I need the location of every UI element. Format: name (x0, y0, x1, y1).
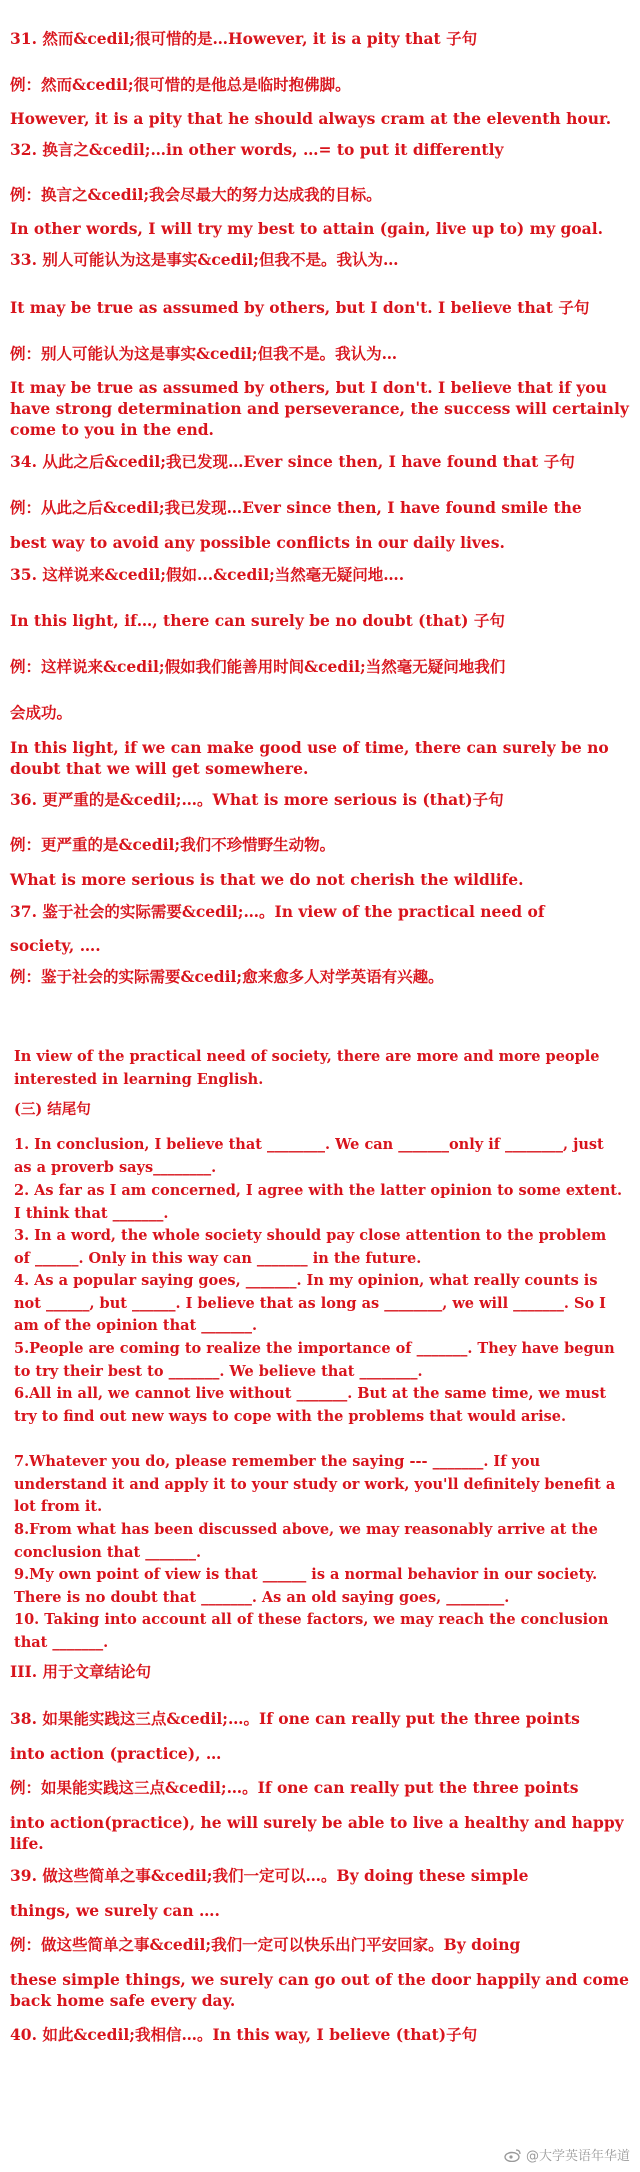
closing-template-4: 4. As a popular saying goes, _______. In my opinion, what really counts is not ______, but ______. I believe that as long as ________, we will _______. So I am of the opinion that _______. (14, 1272, 606, 1334)
item-34-example-cn: 例：从此之后&cedil;我已发现…Ever since then, I have found smile the (10, 498, 582, 517)
item-32-example-en: In other words, I will try my best to attain (gain, live up to) my goal. (10, 219, 603, 238)
closing-template-5: 5.People are coming to realize the importance of _______. They have begun to try their best to _______. We believe that ________. (14, 1340, 615, 1380)
closing-template-1: 1. In conclusion, I believe that ________. We can _______only if ________, just as a proverb says________. (14, 1136, 604, 1176)
section-heading-conclusion: III. 用于文章结论句 (10, 1662, 152, 1681)
closing-template-9: 9.My own point of view is that ______ is a normal behavior in our society. There is no doubt that _______. As an old saying goes, ________. (14, 1566, 598, 1606)
item-35-heading: 35. 这样说来&cedil;假如...&cedil;当然毫无疑问地…. (10, 565, 405, 584)
weibo-watermark (504, 2145, 630, 2164)
item-39-example-en: these simple things, we surely can go out of the door happily and come back home safe every day. (10, 1970, 629, 2010)
item-33-heading: 33. 别人可能认为这是事实&cedil;但我不是。我认为… (10, 250, 399, 269)
item-33-example-cn: 例：别人可能认为这是事实&cedil;但我不是。我认为… (10, 344, 398, 363)
item-35-example-cn-cont: 会成功。 (10, 703, 73, 722)
item-33-example-en: It may be true as assumed by others, but I don't. I believe that if you have strong determination and perseverance, the success will certainly come to you in the end. (10, 378, 629, 439)
item-38-heading: 38. 如果能实践这三点&cedil;…。If one can really put the three points (10, 1709, 580, 1728)
item-37-example-cn: 例：鉴于社会的实际需要&cedil;愈来愈多人对学英语有兴趣。 (10, 967, 444, 986)
item-39-heading: 39. 做这些简单之事&cedil;我们一定可以…。By doing these simple (10, 1866, 529, 1885)
item-36-example-en: What is more serious is that we do not cherish the wildlife. (10, 870, 524, 889)
closing-template-8: 8.From what has been discussed above, we may reasonably arrive at the conclusion that _______. (14, 1521, 598, 1561)
closing-template-7: 7.Whatever you do, please remember the saying --- _______. If you understand it and apply it to your study or work, you'll definitely benefit a lot from it. (14, 1453, 616, 1515)
item-38-example-cn: 例：如果能实践这三点&cedil;…。If one can really put the three points (10, 1778, 579, 1797)
item-38-example-en: into action(practice), he will surely be able to live a healthy and happy life. (10, 1813, 624, 1853)
item-35-example-en: In this light, if we can make good use of time, there can surely be no doubt that we will get somewhere. (10, 738, 609, 778)
watermark-text: @大学英语年华道 (525, 2149, 630, 2164)
item-37-example-en: In view of the practical need of society, there are more and more people interested in learning English. (14, 1048, 600, 1088)
closing-template-10: 10. Taking into account all of these factors, we may reach the conclusion that _______. (14, 1611, 609, 1651)
item-34-heading: 34. 从此之后&cedil;我已发现…Ever since then, I have found that 子句 (10, 452, 575, 471)
item-38-heading-cont: into action (practice), … (10, 1744, 222, 1763)
item-31-heading: 31. 然而&cedil;很可惜的是…However, it is a pity that 子句 (10, 29, 478, 48)
closing-template-2: 2. As far as I am concerned, I agree with the latter opinion to some extent. I think that _______. (14, 1182, 623, 1222)
item-34-example-cont: best way to avoid any possible conflicts in our daily lives. (10, 533, 505, 552)
item-35-pattern-en: In this light, if…, there can surely be no doubt (that) 子句 (10, 611, 505, 630)
item-39-heading-cont: things, we surely can …. (10, 1901, 220, 1920)
weibo-logo-icon (504, 2148, 522, 2162)
item-31-example-cn: 例：然而&cedil;很可惜的是他总是临时抱佛脚。 (10, 75, 351, 94)
closing-template-6: 6.All in all, we cannot live without _______. But at the same time, we must try to find out new ways to cope with the problems that would arise. (14, 1385, 607, 1425)
item-37-heading: 37. 鉴于社会的实际需要&cedil;…。In view of the practical need of (10, 902, 545, 921)
item-37-heading-cont: society, …. (10, 936, 101, 955)
item-32-example-cn: 例：换言之&cedil;我会尽最大的努力达成我的目标。 (10, 185, 382, 204)
item-36-heading: 36. 更严重的是&cedil;…。What is more serious is (that)子句 (10, 790, 504, 809)
item-32-heading: 32. 换言之&cedil;…in other words, …= to put it differently (10, 140, 504, 159)
closing-template-3: 3. In a word, the whole society should pay close attention to the problem of ______. Only in this way can _______ in the future. (14, 1227, 607, 1267)
item-36-example-cn: 例：更严重的是&cedil;我们不珍惜野生动物。 (10, 835, 336, 854)
item-40-heading: 40. 如此&cedil;我相信…。In this way, I believe (that)子句 (10, 2025, 478, 2044)
item-39-example-cn: 例：做这些简单之事&cedil;我们一定可以快乐出门平安回家。By doing (10, 1935, 521, 1954)
item-31-example-en: However, it is a pity that he should always cram at the eleventh hour. (10, 109, 612, 128)
section-heading-closing: (三) 结尾句 (14, 1101, 91, 1118)
item-35-example-cn: 例：这样说来&cedil;假如我们能善用时间&cedil;当然毫无疑问地我们 (10, 657, 506, 676)
item-33-pattern-en: It may be true as assumed by others, but I don't. I believe that 子句 (10, 298, 590, 317)
